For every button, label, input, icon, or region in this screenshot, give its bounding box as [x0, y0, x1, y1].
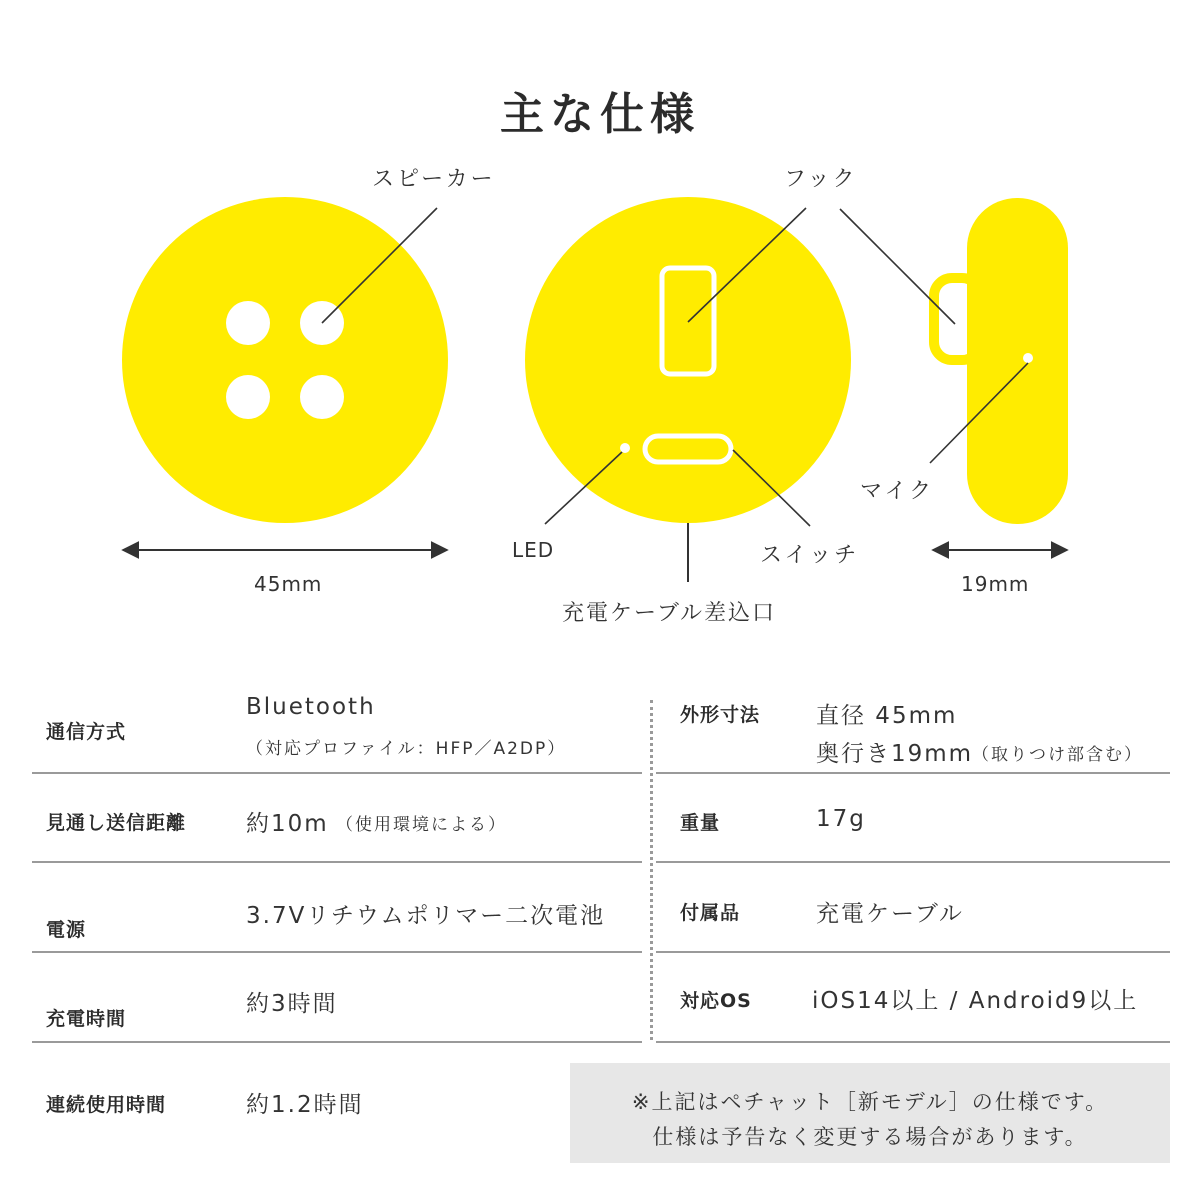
- mic-dot: [1023, 353, 1033, 363]
- speaker-label: スピーカー: [372, 167, 496, 192]
- row-divider: [32, 1041, 642, 1043]
- spec-value-power: 3.7Vリチウムポリマー二次電池: [246, 903, 606, 929]
- back-view: [525, 197, 851, 582]
- row-divider: [32, 861, 642, 863]
- spec-key-charge-time: 充電時間: [46, 1008, 127, 1030]
- hook-side-pointer: [840, 209, 955, 324]
- column-divider: [650, 700, 653, 1040]
- spec-key-range: 見通し送信距離: [46, 812, 187, 834]
- spec-value-weight: 17g: [816, 806, 866, 832]
- spec-value-diameter: 直径 45mm: [816, 703, 958, 729]
- row-divider: [32, 772, 642, 774]
- front-view: [122, 197, 448, 550]
- page-title: 主な仕様: [500, 89, 700, 140]
- row-divider: [656, 772, 1170, 774]
- spec-note-depth: （取りつけ部含む）: [972, 745, 1143, 765]
- disclaimer-line-2: 仕様は予告なく変更する場合があります。: [652, 1125, 1088, 1149]
- charging-port-label: 充電ケーブル差込口: [562, 601, 777, 626]
- row-divider: [656, 861, 1170, 863]
- spec-value-os: iOS14以上 / Android9以上: [812, 988, 1139, 1014]
- spec-value-accessories: 充電ケーブル: [816, 901, 964, 927]
- spec-key-accessories: 付属品: [680, 902, 741, 924]
- hook-label: フック: [784, 167, 858, 192]
- spec-note-range: （使用環境による）: [336, 815, 507, 835]
- spec-value-communication: Bluetooth: [246, 694, 376, 720]
- spec-key-power: 電源: [46, 919, 87, 941]
- disclaimer-line-1: ※上記はペチャット［新モデル］の仕様です。: [631, 1090, 1109, 1114]
- spec-value-range: 約10m: [246, 811, 329, 837]
- row-divider: [32, 951, 642, 953]
- speaker-hole: [226, 375, 270, 419]
- side-body: [967, 198, 1068, 524]
- speaker-hole: [226, 301, 270, 345]
- spec-value-charge-time: 約3時間: [246, 991, 338, 1017]
- disclaimer-box: [570, 1063, 1170, 1163]
- spec-value-depth: 奥行き19mm: [816, 741, 974, 767]
- back-body: [525, 197, 851, 523]
- spec-key-dimensions: 外形寸法: [680, 704, 761, 726]
- depth-label: 19mm: [961, 572, 1030, 596]
- spec-key-communication: 通信方式: [46, 721, 127, 743]
- spec-note-communication: （対応プロファイル：HFP／A2DP）: [246, 739, 567, 759]
- spec-key-weight: 重量: [680, 812, 721, 834]
- speaker-hole: [300, 375, 344, 419]
- spec-key-usage-time: 連続使用時間: [46, 1094, 167, 1116]
- spec-value-usage-time: 約1.2時間: [246, 1092, 364, 1118]
- row-divider: [656, 1041, 1170, 1043]
- mic-label: マイク: [860, 479, 935, 504]
- spec-key-os: 対応OS: [680, 990, 752, 1012]
- led-label: LED: [512, 538, 555, 562]
- row-divider: [656, 951, 1170, 953]
- diameter-label: 45mm: [254, 572, 323, 596]
- switch-label: スイッチ: [760, 543, 860, 568]
